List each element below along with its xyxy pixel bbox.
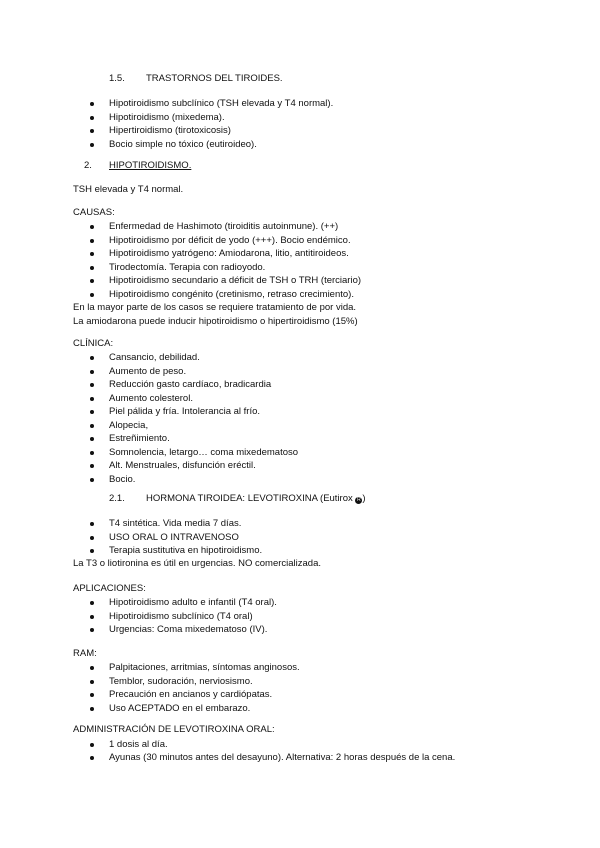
list-item: Palpitaciones, arritmias, síntomas anginosos. bbox=[109, 662, 300, 673]
section-title: HIPOTIROIDISMO. bbox=[109, 160, 192, 171]
list-item: Hipotiroidismo congénito (cretinismo, retraso crecimiento). bbox=[109, 289, 354, 300]
bullet-icon bbox=[90, 628, 94, 632]
list-item: Estreñimiento. bbox=[109, 433, 170, 444]
list-item: Alopecia, bbox=[109, 420, 149, 431]
bullet-icon bbox=[90, 680, 94, 684]
bullet-icon bbox=[90, 756, 94, 760]
bullet-icon bbox=[90, 549, 94, 553]
section-number: 2.1. bbox=[109, 493, 125, 504]
paragraph: La amiodarona puede inducir hipotiroidismo o hipertiroidismo (15%) bbox=[73, 316, 358, 327]
list-item: Aumento de peso. bbox=[109, 366, 187, 377]
bullet-icon bbox=[90, 666, 94, 670]
bullet-icon bbox=[90, 266, 94, 270]
bullet-icon bbox=[90, 437, 94, 441]
list-item: USO ORAL O INTRAVENOSO bbox=[109, 532, 239, 543]
bullet-icon bbox=[90, 615, 94, 619]
list-item: Hipotiroidismo (mixedema). bbox=[109, 112, 225, 123]
list-item: Temblor, sudoración, nerviosismo. bbox=[109, 676, 253, 687]
bullet-icon bbox=[90, 464, 94, 468]
list-item: Bocio simple no tóxico (eutiroideo). bbox=[109, 139, 257, 150]
list-item: Hipotiroidismo secundario a déficit de TSH o TRH (terciario) bbox=[109, 275, 362, 286]
list-item: Hipotiroidismo yatrógeno: Amiodarona, litio, antitiroideos. bbox=[109, 248, 349, 259]
bullet-icon bbox=[90, 693, 94, 697]
bullet-icon bbox=[90, 743, 94, 747]
list-item: Enfermedad de Hashimoto (tiroiditis autoinmune). (++) bbox=[109, 221, 339, 232]
list-item: Hipotiroidismo adulto e infantil (T4 oral). bbox=[109, 597, 277, 608]
list-item: Uso ACEPTADO en el embarazo. bbox=[109, 703, 251, 714]
bullet-icon bbox=[90, 252, 94, 256]
bullet-icon bbox=[90, 129, 94, 133]
list-item: Hipotiroidismo por déficit de yodo (+++). Bocio endémico. bbox=[109, 235, 351, 246]
bullet-icon bbox=[90, 279, 94, 283]
subheading: ADMINISTRACIÓN DE LEVOTIROXINA ORAL: bbox=[73, 724, 275, 735]
list-item: Hipotiroidismo subclínico (T4 oral) bbox=[109, 611, 253, 622]
paragraph: La T3 o liotironina es útil en urgencias. NO comercializada. bbox=[73, 558, 322, 569]
list-item: Alt. Menstruales, disfunción eréctil. bbox=[109, 460, 256, 471]
list-item: Hipotiroidismo subclínico (TSH elevada y T4 normal). bbox=[109, 98, 334, 109]
list-item: Hipertiroidismo (tirotoxicosis) bbox=[109, 125, 231, 136]
list-item: Aumento colesterol. bbox=[109, 393, 193, 404]
list-item: Tirodectomía. Terapia con radioyodo. bbox=[109, 262, 266, 273]
bullet-icon bbox=[90, 707, 94, 711]
bullet-icon bbox=[90, 356, 94, 360]
bullet-icon bbox=[90, 383, 94, 387]
list-item: Ayunas (30 minutos antes del desayuno). Alternativa: 2 horas después de la cena. bbox=[109, 752, 456, 763]
bullet-icon bbox=[90, 102, 94, 106]
bullet-icon bbox=[90, 451, 94, 455]
list-item: Bocio. bbox=[109, 474, 136, 485]
subheading: APLICACIONES: bbox=[73, 583, 146, 594]
bullet-icon bbox=[90, 225, 94, 229]
bullet-icon bbox=[90, 293, 94, 297]
bullet-icon bbox=[90, 424, 94, 428]
section-title-end: ) bbox=[362, 493, 366, 504]
section-title bbox=[146, 493, 366, 505]
section-title: TRASTORNOS DEL TIROIDES. bbox=[146, 73, 283, 84]
bullet-icon bbox=[90, 143, 94, 147]
list-item: Terapia sustitutiva en hipotiroidismo. bbox=[109, 545, 263, 556]
bullet-icon bbox=[90, 239, 94, 243]
list-item: 1 dosis al día. bbox=[109, 739, 168, 750]
section-title-text: HORMONA TIROIDEA: LEVOTIROXINA (Eutirox bbox=[146, 493, 356, 504]
paragraph: TSH elevada y T4 normal. bbox=[73, 184, 184, 195]
bullet-icon bbox=[90, 116, 94, 120]
list-item: Reducción gasto cardíaco, bradicardia bbox=[109, 379, 272, 390]
subheading: CLÍNICA: bbox=[73, 338, 114, 349]
subheading: RAM: bbox=[73, 648, 97, 659]
list-item: Cansancio, debilidad. bbox=[109, 352, 200, 363]
section-number: 2. bbox=[84, 160, 92, 171]
list-item: Precaución en ancianos y cardiópatas. bbox=[109, 689, 273, 700]
bullet-icon bbox=[90, 601, 94, 605]
registered-trademark-icon: R bbox=[357, 497, 361, 503]
list-item: Piel pálida y fría. Intolerancia al frío. bbox=[109, 406, 261, 417]
list-item: Urgencias: Coma mixedematoso (IV). bbox=[109, 624, 268, 635]
bullet-icon bbox=[90, 397, 94, 401]
list-item: T4 sintética. Vida media 7 días. bbox=[109, 518, 242, 529]
bullet-icon bbox=[90, 478, 94, 482]
bullet-icon bbox=[90, 410, 94, 414]
section-number: 1.5. bbox=[109, 73, 125, 84]
list-item: Somnolencia, letargo… coma mixedematoso bbox=[109, 447, 299, 458]
bullet-icon bbox=[90, 522, 94, 526]
bullet-icon bbox=[90, 536, 94, 540]
paragraph: En la mayor parte de los casos se requiere tratamiento de por vida. bbox=[73, 302, 357, 313]
bullet-icon bbox=[90, 370, 94, 374]
subheading: CAUSAS: bbox=[73, 207, 115, 218]
